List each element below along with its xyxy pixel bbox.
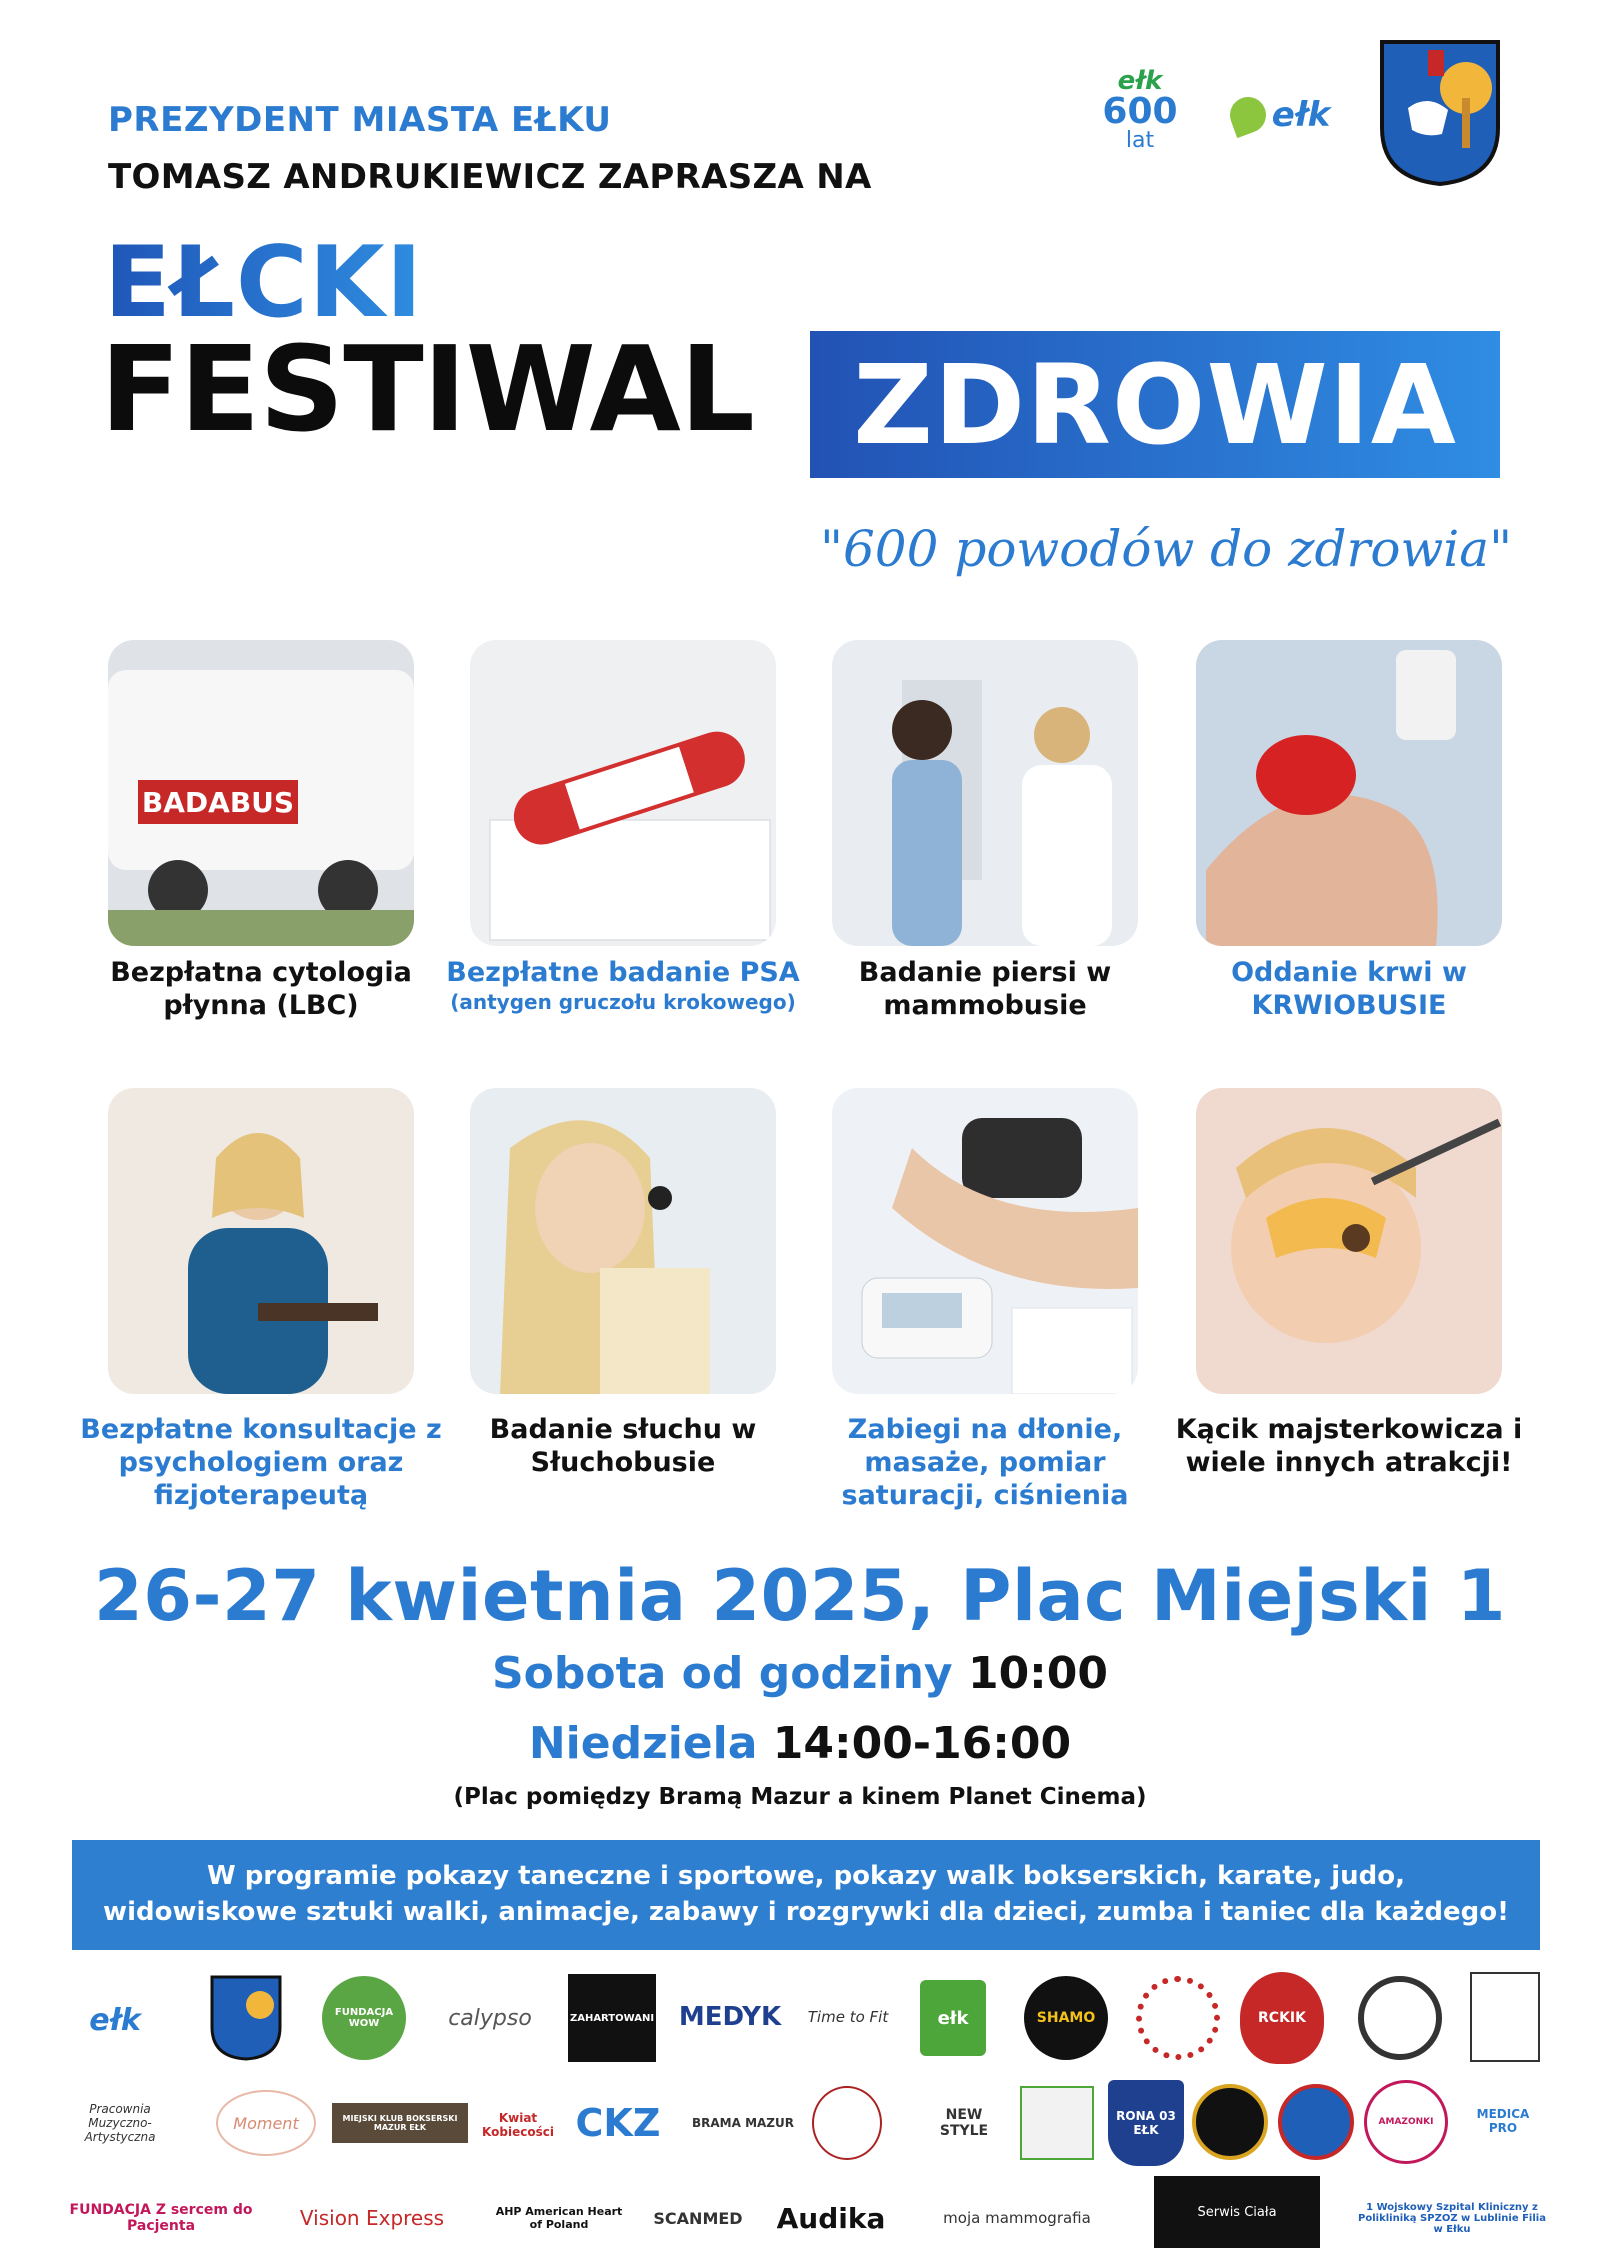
sunday-line — [0, 1718, 1600, 1769]
coat-of-arms-icon — [1378, 38, 1502, 186]
sponsor-audika: Audika — [776, 2201, 886, 2235]
sponsor-moment: Moment — [216, 2090, 316, 2156]
svg-text:BADABUS: BADABUS — [141, 786, 295, 819]
saturday-time: 10:00 — [967, 1648, 1109, 1699]
sponsor-zahartowani: ZAHARTOWANI — [568, 1974, 656, 2062]
sponsor-rona: RONA 03 EŁK — [1108, 2080, 1184, 2166]
saturday-line — [0, 1648, 1600, 1699]
sponsor-pracownia: Pracownia Muzyczno-Artystyczna — [84, 2102, 156, 2144]
sponsor-medyk: MEDYK — [678, 2002, 782, 2032]
card-label-sub: (antygen gruczołu krokowego) — [450, 990, 796, 1014]
sponsor-vision-express: Vision Express — [299, 2206, 445, 2230]
elk600-text: ełk — [1117, 66, 1163, 96]
title-zdrowia-box — [810, 331, 1500, 478]
card-label-kids-corner — [1159, 1413, 1539, 1479]
sponsor-shamo: SHAMO — [1024, 1976, 1108, 2060]
place-note: (Plac pomiędzy Bramą Mazur a kinem Planet Cinema) — [453, 1784, 1147, 1810]
sunday-time: 14:00-16:00 — [772, 1718, 1072, 1769]
card-label-text: Kącik majsterkowicza i wiele innych atrakcji! — [1175, 1414, 1523, 1478]
card-label-hearing — [433, 1413, 813, 1479]
card-label-blood — [1159, 956, 1539, 1022]
card-psychologist-image — [108, 1088, 414, 1394]
sponsor-new-style: NEW STYLE — [939, 2107, 989, 2139]
sponsor-time-to-fit: Time to Fit — [807, 2008, 889, 2026]
elk600-lat: lat — [1125, 128, 1155, 153]
title-festiwal: FESTIWAL — [100, 320, 754, 458]
card-label-text: Oddanie krwi w KRWIOBUSIE — [1231, 957, 1467, 1021]
sponsor-coat-of-arms-icon — [210, 1975, 282, 2061]
sponsor-centrum-icon — [1358, 1976, 1442, 2060]
card-label-text: Badanie słuchu w Słuchobusie — [489, 1414, 757, 1478]
title-elcki: EŁCKI — [104, 226, 424, 340]
organizer-line1: PREZYDENT MIASTA EŁKU — [108, 100, 612, 140]
sponsor-dance-school-icon — [812, 2086, 882, 2160]
sponsor-amazonki: AMAZONKI — [1364, 2080, 1448, 2164]
card-label-text: Badanie piersi w mammobusie — [858, 957, 1112, 1021]
sponsor-kwiat-kobiecosci: Kwiat Kobiecości — [482, 2111, 554, 2139]
card-mammography-image — [832, 640, 1138, 946]
program-line1: W programie pokazy taneczne i sportowe, pokazy walk bokserskich, karate, judo, — [206, 1861, 1406, 1891]
sponsor-elk-sport: ełk — [920, 1980, 986, 2056]
sponsor-american-heart: AHP American Heart of Poland — [495, 2205, 623, 2231]
sponsor-calypso: calypso — [448, 2005, 532, 2031]
saturday-label: Sobota od godziny — [491, 1648, 953, 1699]
sponsor-sanepid-icon — [1278, 2084, 1354, 2160]
program-box — [72, 1840, 1540, 1950]
program-line2: widowiskowe sztuki walki, animacje, zabawy i rozgrywki dla dzieci, zumba i taniec dla każdego! — [103, 1897, 1509, 1927]
card-psa-image — [470, 640, 776, 946]
sponsor-elk: ełk — [89, 2002, 141, 2038]
card-hearing-image — [470, 1088, 776, 1394]
card-label-psychologist — [71, 1413, 451, 1512]
card-label-text: Bezpłatna cytologia płynna (LBC) — [110, 957, 412, 1021]
elk600-number: 600 — [1102, 91, 1178, 132]
sponsor-fundacja-wow: FUNDACJA WOW — [322, 1976, 406, 2060]
sponsor-scanmed: SCANMED — [653, 2208, 743, 2228]
card-label-cytology — [71, 956, 451, 1022]
elk-brand-text: ełk — [1271, 95, 1331, 135]
card-label-text: Bezpłatne konsultacje z psychologiem oraz fizjoterapeutą — [80, 1414, 442, 1511]
sponsor-brama-mazur: BRAMA MAZUR — [692, 2116, 794, 2130]
event-date-place: 26-27 kwietnia 2025, Plac Miejski 1 — [94, 1555, 1506, 1637]
card-pressure-image — [832, 1088, 1138, 1394]
title-zdrowia: ZDROWIA — [853, 340, 1457, 469]
card-blood-donation-image — [1196, 640, 1502, 946]
sponsor-university-icon — [1470, 1972, 1540, 2062]
sponsor-fundacja-z-sercem: FUNDACJA Z sercem do Pacjenta — [69, 2202, 253, 2234]
sponsor-rckik: RCKIK — [1240, 1972, 1324, 2064]
sponsor-folk-icon — [1136, 1976, 1220, 2060]
elk-city-logo — [1220, 80, 1340, 150]
organizer-line2: TOMASZ ANDRUKIEWICZ ZAPRASZA NA — [108, 157, 872, 197]
card-label-text: Zabiegi na dłonie, masaże, pomiar saturacji, ciśnienia — [841, 1414, 1129, 1511]
sponsor-military-hospital: 1 Wojskowy Szpital Kliniczny z Polikliniką SPZOZ w Lublinie Filia w Ełku — [1358, 2201, 1546, 2235]
elk-600-logo — [1080, 60, 1200, 160]
card-cytology-image — [108, 640, 414, 946]
bird-icon — [1225, 92, 1271, 138]
card-label-mammography — [795, 956, 1175, 1022]
sponsor-serwis-ciala: Serwis Ciała — [1154, 2176, 1320, 2248]
sponsor-boxing-club: MIEJSKI KLUB BOKSERSKI MAZUR EŁK — [332, 2103, 468, 2143]
card-label-pressure — [795, 1413, 1175, 1512]
card-kids-corner-image — [1196, 1088, 1502, 1394]
sponsor-ckz: CKZ — [575, 2101, 661, 2145]
sunday-label: Niedziela — [528, 1718, 758, 1769]
card-label-psa — [433, 956, 813, 1015]
sponsor-karate-icon — [1192, 2084, 1268, 2160]
sponsor-moja-mammografia: moja mammografia — [943, 2209, 1091, 2227]
sponsor-house-icon — [1020, 2086, 1094, 2160]
card-label-text: Bezpłatne badanie PSA — [446, 957, 800, 988]
sponsor-medica-pro: MEDICA PRO — [1476, 2107, 1530, 2135]
slogan: "600 powodów do zdrowia" — [820, 520, 1513, 578]
